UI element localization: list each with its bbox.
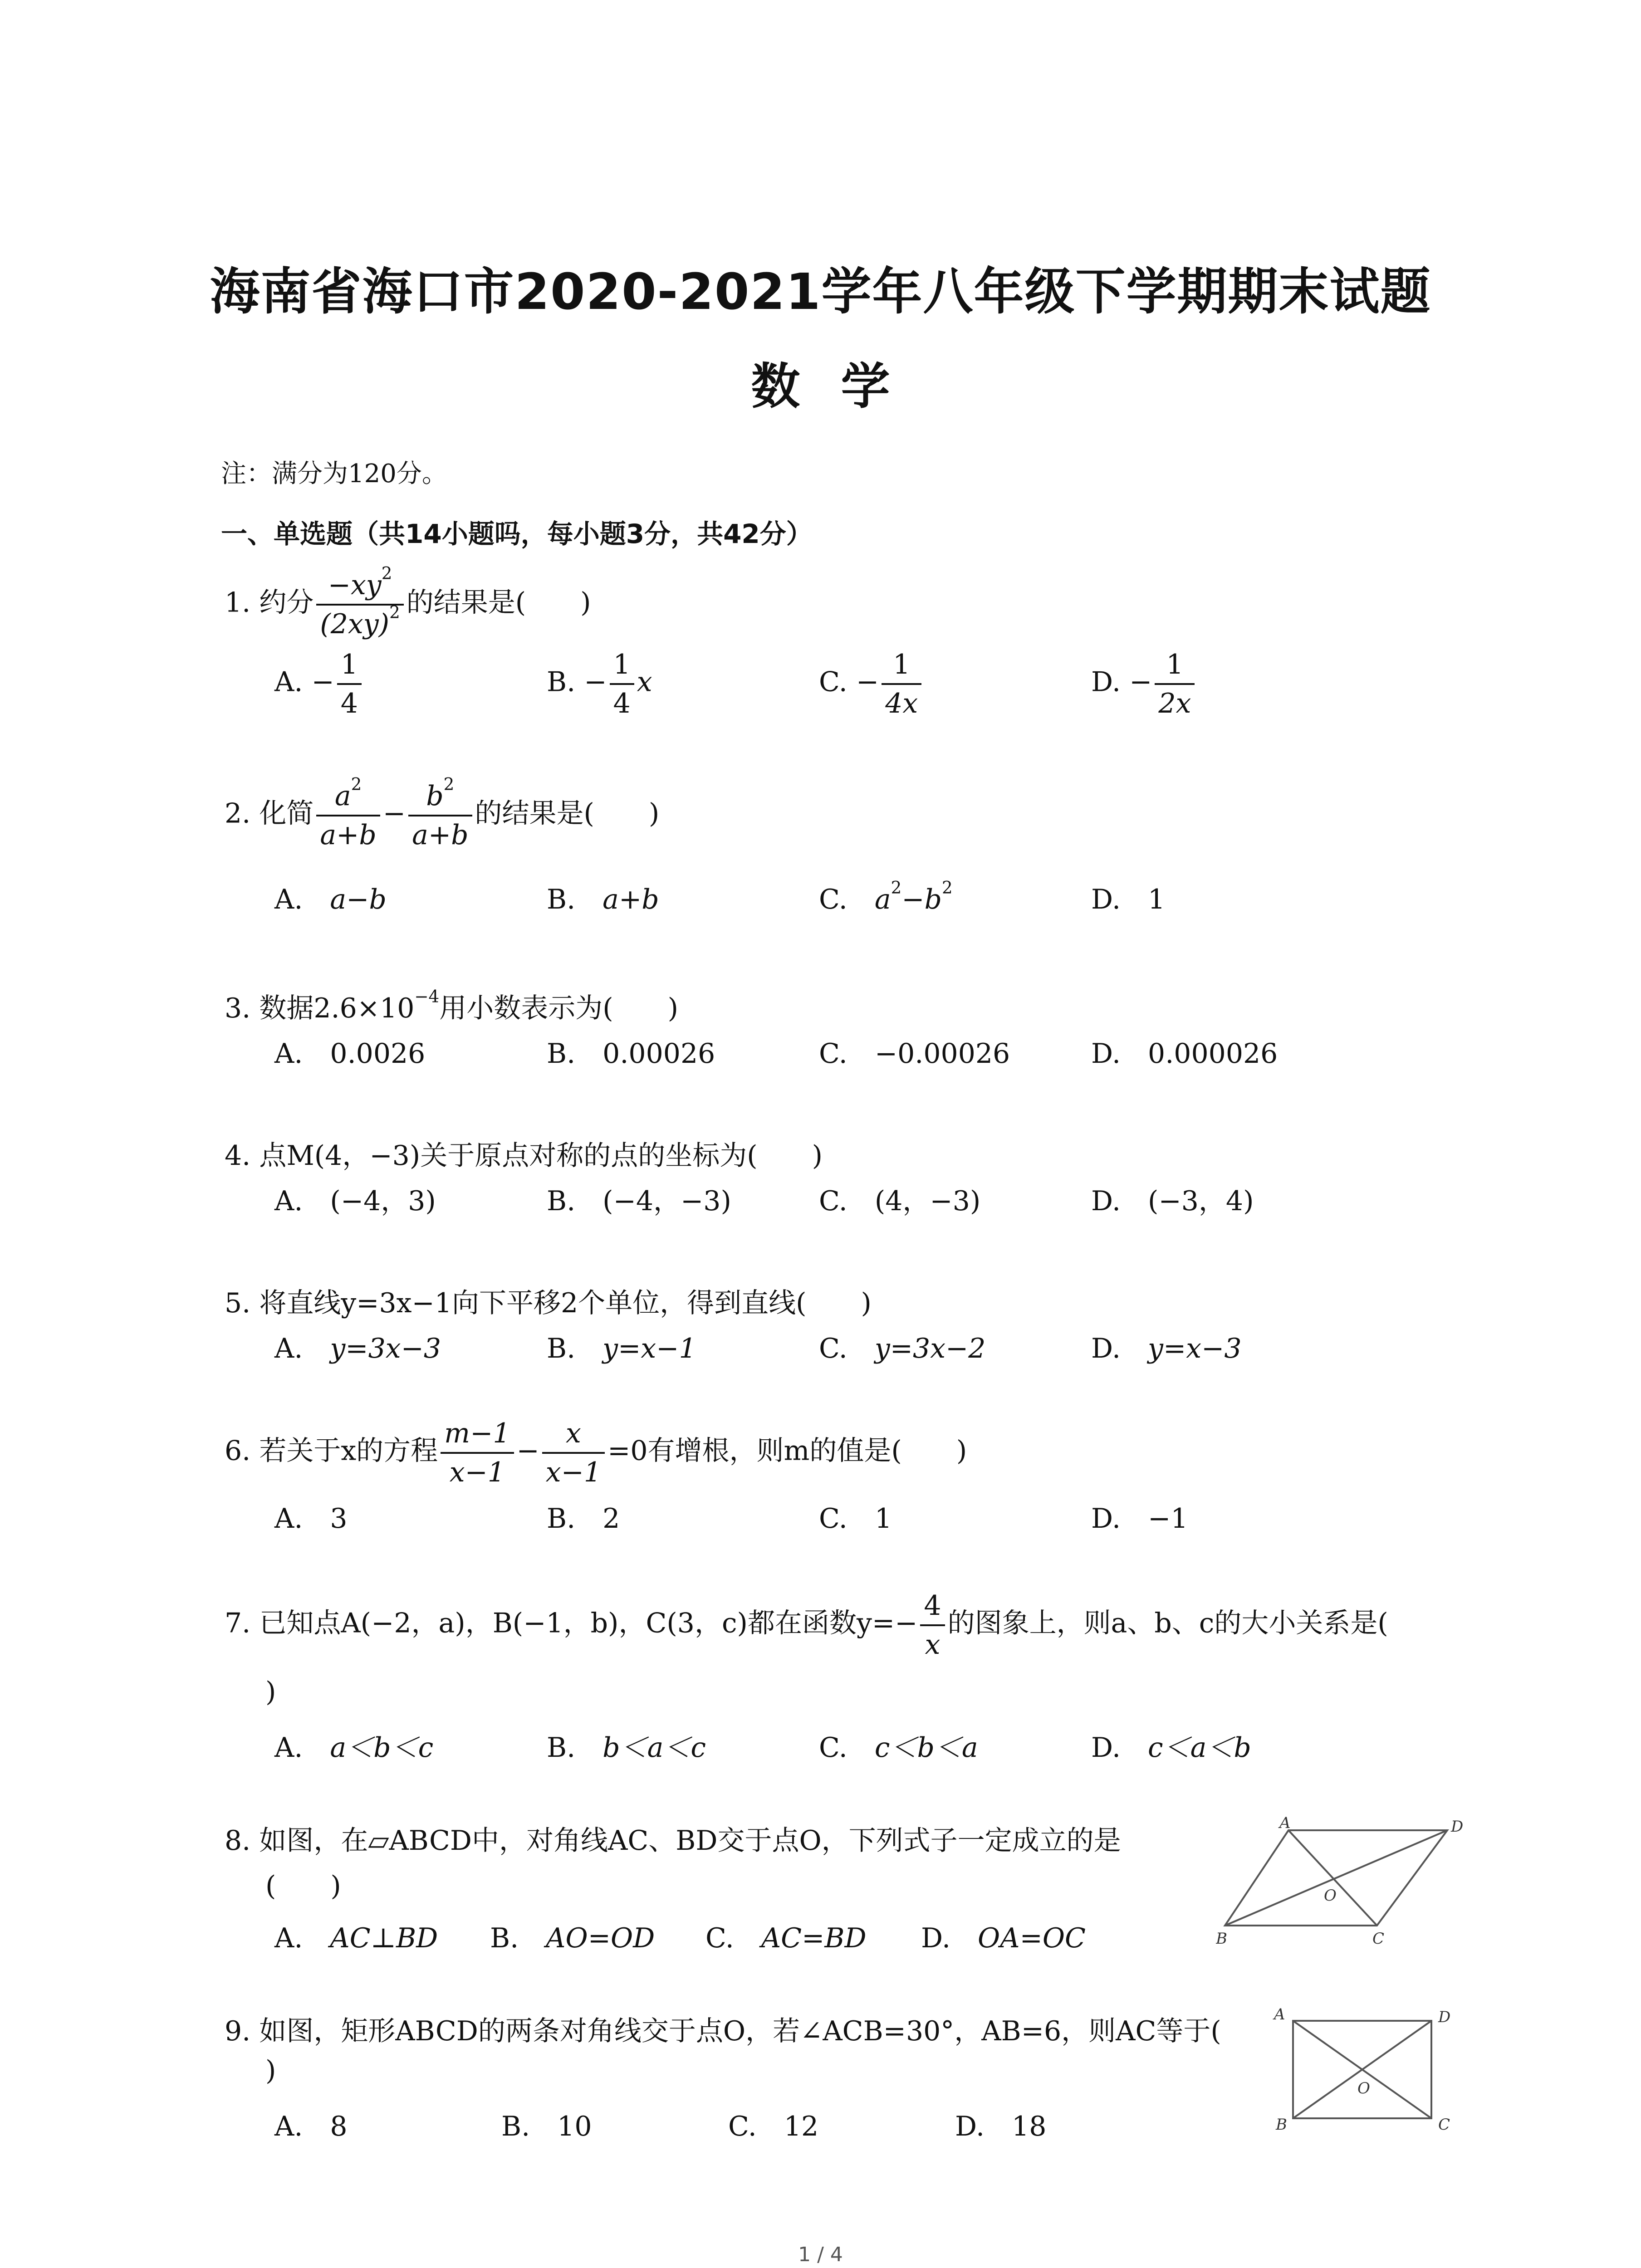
option-d[interactable]: D. −1	[1091, 1503, 1188, 1535]
option-a[interactable]: A. AC⊥BD	[274, 1922, 438, 1954]
option-b[interactable]: B. 0.00026	[547, 1038, 715, 1070]
exam-title: 海南省海口市2020-2021学年八年级下学期期末试题	[210, 263, 1431, 321]
vertex-label-o: O	[1357, 2079, 1370, 2097]
option-d[interactable]: D. OA=OC	[921, 1922, 1086, 1954]
question-number: 9.	[225, 2015, 251, 2047]
question-number: 3.	[225, 992, 251, 1024]
question-8-line2: ( )	[265, 1870, 341, 1902]
question-7: 7. 已知点A(−2，a)，B(−1，b)，C(3，c)都在函数y=− $\frac{4}{x}$ 的图象上，则a、b、c的大小关系是(	[225, 1590, 1388, 1661]
option-d[interactable]: D. 0.000026	[1091, 1038, 1278, 1070]
question-number: 5.	[225, 1287, 251, 1319]
option-c[interactable]: C. y=3x−2	[819, 1333, 986, 1364]
option-d[interactable]: D. 18	[955, 2111, 1047, 2142]
question-9: 9. 如图，矩形ABCD的两条对角线交于点O，若∠ACB=30°，AB=6，则AC等于(	[225, 2015, 1221, 2047]
rectangle-figure	[1270, 2000, 1461, 2136]
option-a[interactable]: A. a−b	[274, 884, 387, 915]
option-c[interactable]: C. 12	[728, 2111, 819, 2142]
option-a[interactable]: A. (−4，3)	[274, 1185, 436, 1217]
vertex-label-a: A	[1274, 2005, 1285, 2024]
option-d[interactable]: D. 1	[1091, 884, 1166, 915]
question-7-line2: )	[265, 1676, 276, 1708]
option-d[interactable]: D. (−3，4)	[1091, 1185, 1254, 1217]
vertex-label-c: C	[1372, 1930, 1385, 1948]
question-8: 8. 如图，在▱ABCD中，对角线AC、BD交于点O，下列式子一定成立的是	[225, 1825, 1121, 1857]
vertex-label-b: B	[1276, 2116, 1287, 2134]
option-b[interactable]: B. 10	[501, 2111, 592, 2142]
option-c[interactable]: C. (4，−3)	[819, 1185, 981, 1217]
option-d[interactable]: D. − $\frac{1}{2x}$	[1091, 649, 1197, 719]
option-d[interactable]: D. c＜a＜b	[1091, 1732, 1251, 1764]
option-a[interactable]: A. 0.0026	[274, 1038, 426, 1070]
option-a[interactable]: A. 3	[274, 1503, 348, 1535]
vertex-label-d: D	[1451, 1818, 1464, 1836]
question-number: 8.	[225, 1825, 251, 1857]
question-9-line2: )	[265, 2055, 276, 2087]
section-heading: 一、单选题（共14小题吗，每小题3分，共42分）	[221, 518, 813, 549]
option-b[interactable]: B. y=x−1	[547, 1333, 696, 1364]
option-c[interactable]: C. AC=BD	[705, 1922, 867, 1954]
option-a[interactable]: A. a＜b＜c	[274, 1732, 434, 1764]
option-c[interactable]: C. −0.00026	[819, 1038, 1010, 1070]
subject-title: 数学	[751, 358, 931, 415]
option-c[interactable]: C. c＜b＜a	[819, 1732, 978, 1764]
page-number: 1 / 4	[798, 2243, 843, 2266]
vertex-label-a: A	[1279, 1814, 1291, 1832]
question-4: 4. 点M(4，−3)关于原点对称的点的坐标为( )	[225, 1140, 823, 1172]
question-number: 6.	[225, 1435, 251, 1467]
option-a[interactable]: A. 8	[274, 2111, 348, 2142]
option-b[interactable]: B. (−4，−3)	[547, 1185, 731, 1217]
option-b[interactable]: B. b＜a＜c	[547, 1732, 706, 1764]
option-b[interactable]: B. 2	[547, 1503, 620, 1535]
option-c[interactable]: C. 1	[819, 1503, 892, 1535]
question-2: 2. 化简 $\frac{a^2}{a+b}$ − $\frac{b^2}{a+b}$ 的结果是( )	[225, 774, 660, 851]
vertex-label-o: O	[1324, 1887, 1337, 1905]
option-a[interactable]: A. − $\frac{1}{4}$	[274, 649, 364, 719]
option-b[interactable]: B. − $\frac{1}{4}$ x	[547, 649, 652, 719]
question-number: 7.	[225, 1607, 251, 1639]
option-d[interactable]: D. y=x−3	[1091, 1333, 1242, 1364]
question-3: 3. 数据$2.6\times 10^{-4}$用小数表示为( )	[225, 986, 679, 1024]
question-number: 2.	[225, 797, 251, 830]
question-5: 5. 将直线y=3x−1向下平移2个单位，得到直线( )	[225, 1287, 872, 1319]
option-c[interactable]: C. − $\frac{1}{4x}$	[819, 649, 924, 719]
fraction: $\frac{-xy^2}{(2xy)^2}$	[316, 569, 403, 640]
question-1: 1. 约分 $\frac{-xy^2}{(2xy)^2}$ 的结果是( )	[225, 563, 591, 640]
score-note: 注：满分为120分。	[221, 459, 447, 489]
vertex-label-b: B	[1216, 1930, 1227, 1948]
question-6: 6. 若关于x的方程 $\frac{m-1}{x-1}$ − $\frac{x}{x-1}$ =0有增根，则m的值是( )	[225, 1418, 967, 1488]
option-b[interactable]: B. AO=OD	[490, 1922, 655, 1954]
vertex-label-d: D	[1438, 2008, 1451, 2026]
question-number: 4.	[225, 1140, 251, 1172]
parallelogram-figure	[1216, 1810, 1470, 1955]
option-c[interactable]: C. $a^2-b^2$	[819, 877, 953, 915]
option-b[interactable]: B. a+b	[547, 884, 659, 915]
question-number: 1.	[225, 587, 251, 619]
option-a[interactable]: A. y=3x−3	[274, 1333, 441, 1364]
vertex-label-c: C	[1438, 2116, 1450, 2134]
